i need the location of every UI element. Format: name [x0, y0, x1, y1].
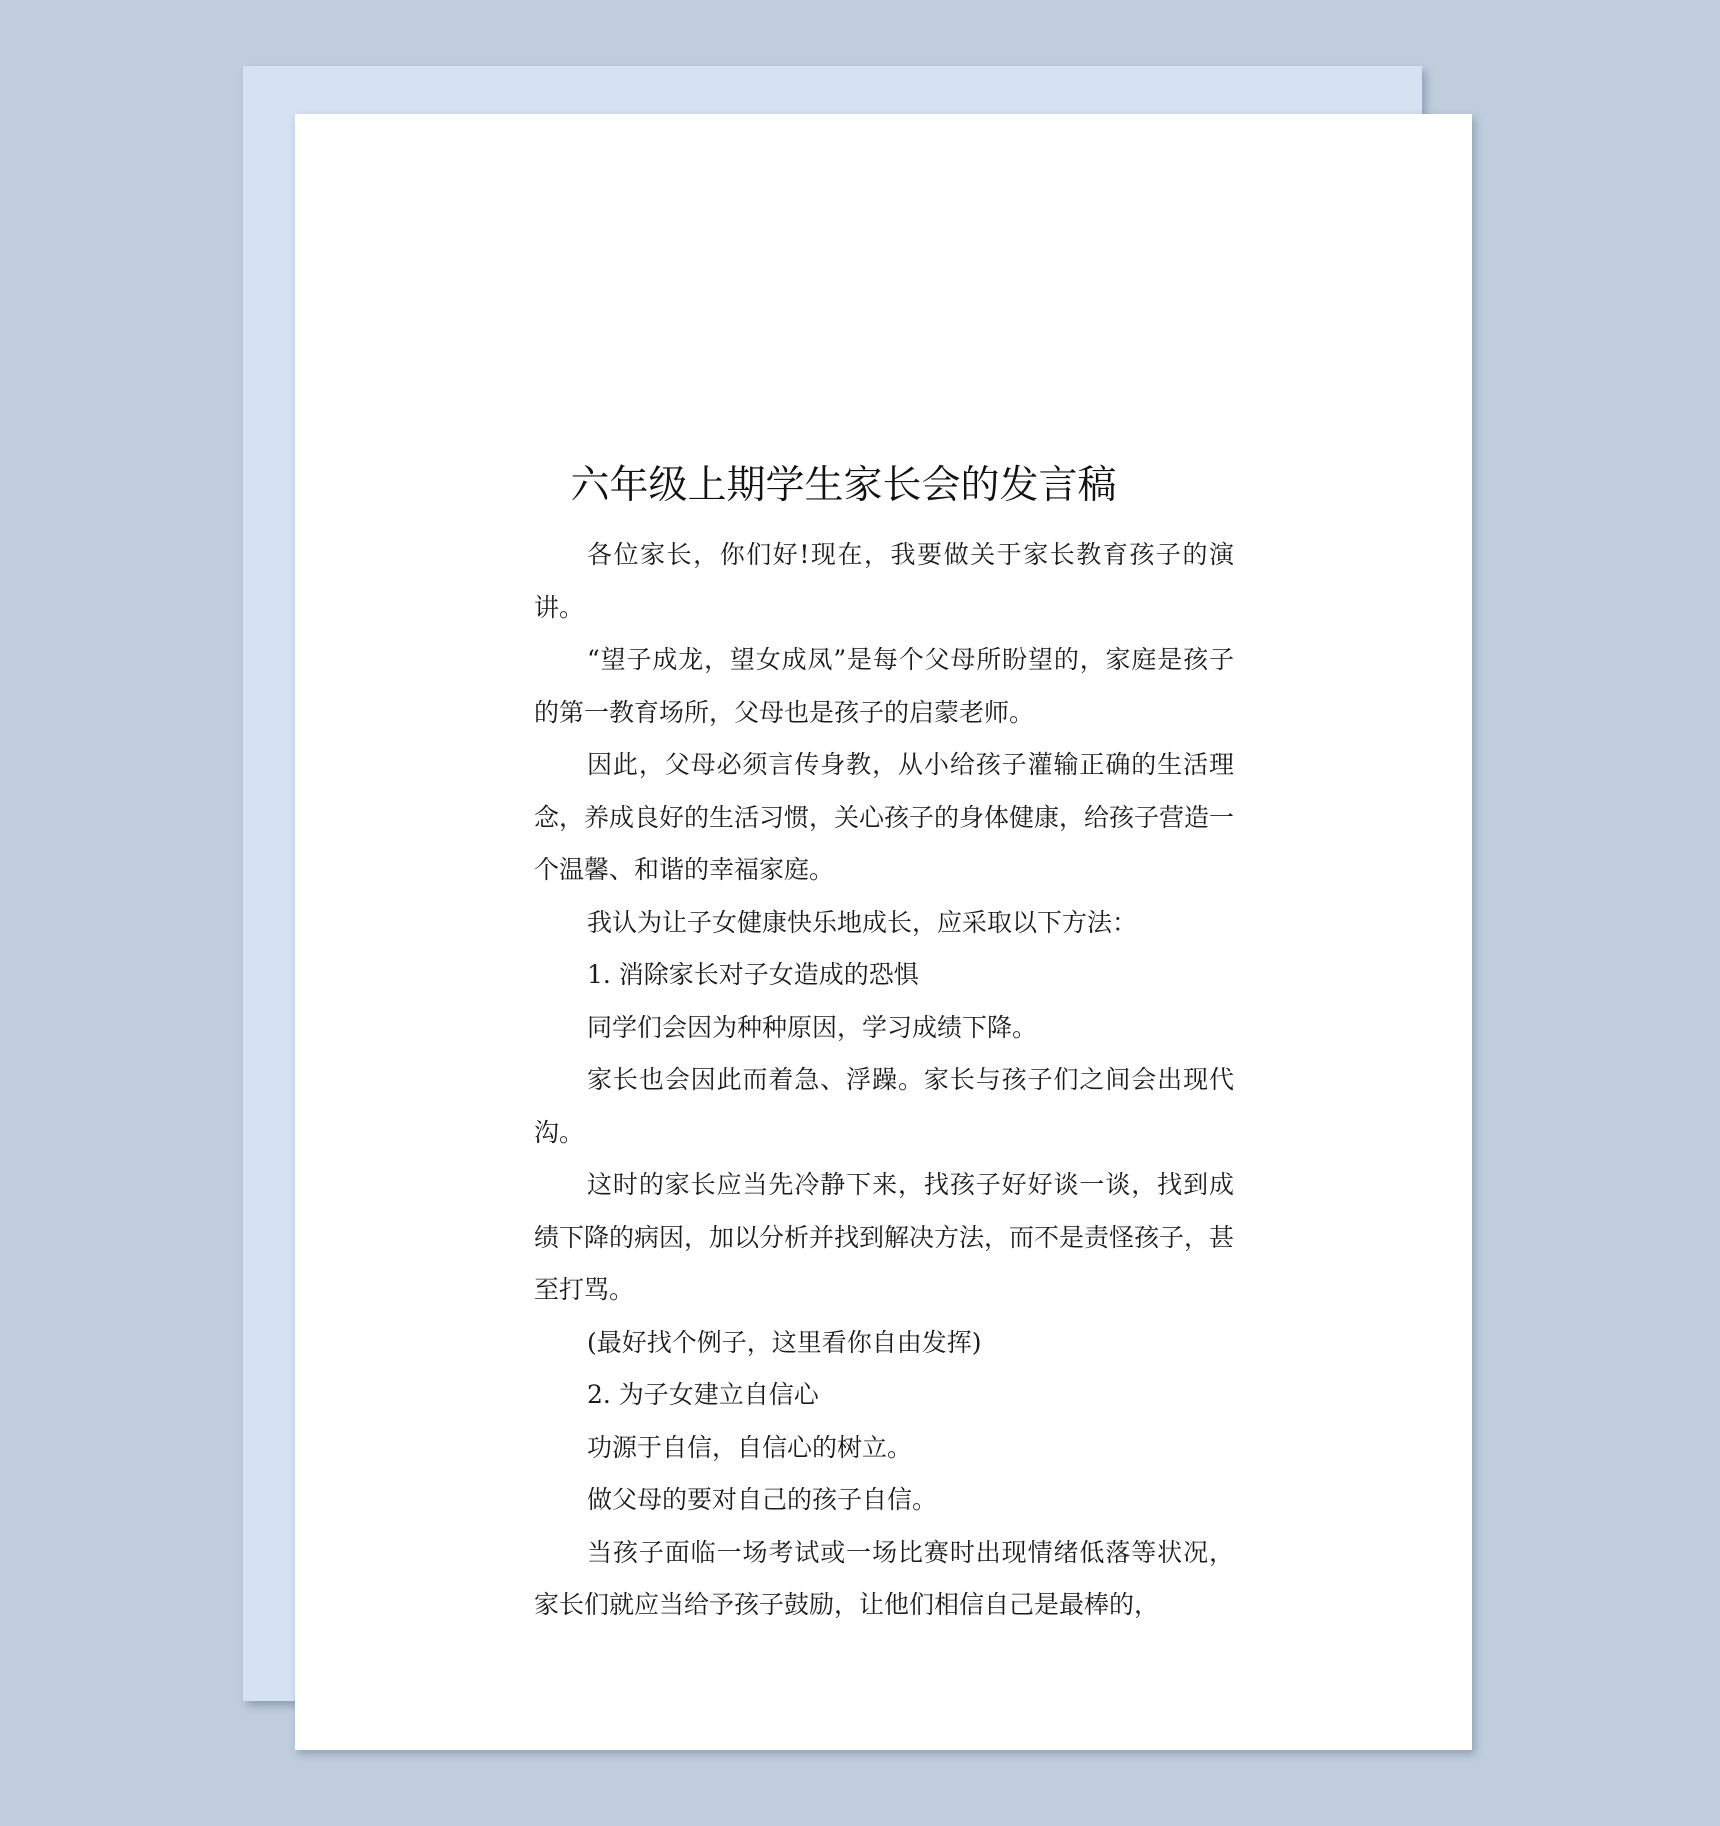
heading-method-1: 1. 消除家长对子女造成的恐惧: [587, 960, 919, 989]
heading-method-2: 2. 为子女建立自信心: [587, 1380, 819, 1409]
paragraph-encouragement: 当孩子面临一场考试或一场比赛时出现情绪低落等状况，家长们就应当给予孩子鼓励，让他们相信自己是最棒的，: [534, 1537, 1234, 1619]
paragraph-parents-confidence: 做父母的要对自己的孩子自信。: [587, 1485, 938, 1514]
document-body: [534, 529, 1234, 1632]
paragraph-expectation: “望子成龙，望女成凤”是每个父母所盼望的，家庭是孩子的第一教育场所，父母也是孩子的启蒙老师。: [534, 645, 1234, 727]
document-page: [295, 114, 1472, 1750]
paragraph-grades-drop: 同学们会因为种种原因，学习成绩下降。: [587, 1012, 1038, 1042]
paragraph-generation-gap: 家长也会因此而着急、浮躁。家长与孩子们之间会出现代沟。: [534, 1065, 1234, 1147]
paragraph-confidence-source: 功源于自信，自信心的树立。: [587, 1432, 913, 1462]
paragraph-greeting: 各位家长，你们好!现在，我要做关于家长教育孩子的演讲。: [534, 540, 1234, 622]
paragraph-lead-by-example: 因此，父母必须言传身教，从小给孩子灌输正确的生活理念，养成良好的生活习惯，关心孩子的身体健康，给孩子营造一个温馨、和谐的幸福家庭。: [534, 750, 1235, 884]
paragraph-example-note: (最好找个例子，这里看你自由发挥): [587, 1327, 982, 1357]
paragraph-calm-talk: 这时的家长应当先冷静下来，找孩子好好谈一谈，找到成绩下降的病因，加以分析并找到解决方法，而不是责怪孩子，甚至打骂。: [534, 1170, 1235, 1304]
paragraph-methods-intro: 我认为让子女健康快乐地成长，应采取以下方法：: [587, 907, 1138, 937]
document-title: 六年级上期学生家长会的发言稿: [570, 463, 1117, 508]
